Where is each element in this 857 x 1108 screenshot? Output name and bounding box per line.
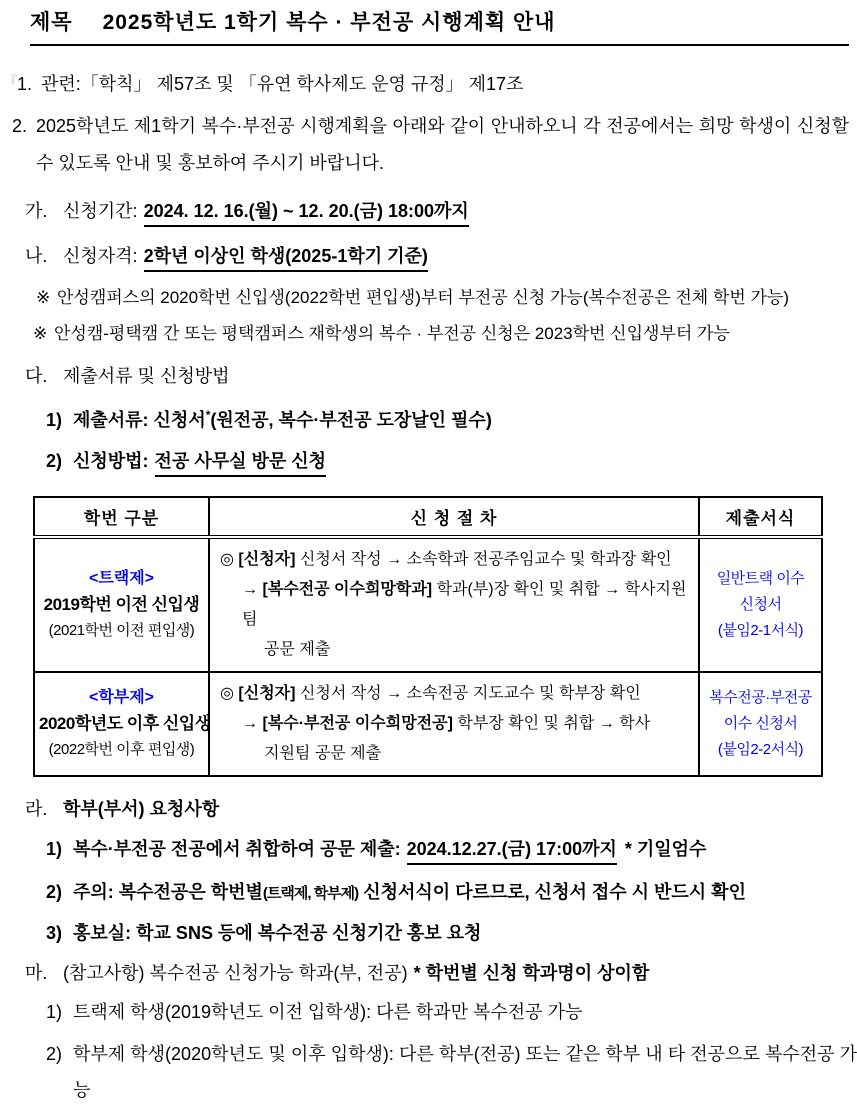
arrow-icon: → xyxy=(242,715,258,732)
form-name-line: 복수전공·부전공 xyxy=(709,689,812,706)
submission-deadline-value: 2024.12.27.(금) 17:00까지 xyxy=(407,837,617,865)
deadline-strict-note: * 기일엄수 xyxy=(624,839,707,859)
category-tag: <학부제> xyxy=(88,689,155,706)
required-documents-post: (원전공, 복수·부전공 도장날인 필수) xyxy=(210,410,492,430)
related-rules-line xyxy=(4,72,847,97)
item-number: 2) xyxy=(46,451,63,471)
title-label: 제목 xyxy=(30,11,73,34)
double-circle-mark: ◎ xyxy=(220,685,234,702)
category-name: 2019학번 이전 신입생 xyxy=(43,595,200,614)
item-number: 1) xyxy=(46,839,63,859)
procedure-text: 학사 xyxy=(619,715,651,732)
item-number: 2. xyxy=(12,116,28,136)
procedure-text: 소속전공 지도교수 및 학부장 확인 xyxy=(406,685,641,702)
procedure-text: 지원팀 공문 제출 xyxy=(264,745,382,762)
procedure-line-3 xyxy=(220,739,694,769)
document-page xyxy=(0,6,857,1100)
procedure-cell xyxy=(209,672,699,776)
item-number: 1) xyxy=(46,410,63,430)
form-cell xyxy=(699,672,822,776)
double-circle-mark: ◎ xyxy=(220,551,234,568)
table-header-row xyxy=(34,497,822,537)
arrow-icon: → xyxy=(242,581,258,598)
item-number: 2) xyxy=(46,1044,63,1064)
arrow-icon: → xyxy=(598,715,615,732)
form-name-line: 이수 신청서 xyxy=(723,715,798,732)
procedure-line-1 xyxy=(220,545,694,575)
note-anseong-campus xyxy=(36,283,857,312)
reference-pre: (참고사항) 복수전공 신청가능 학과(부, 전공) xyxy=(63,963,408,983)
submission-deadline-line xyxy=(46,837,857,865)
applicant-label: [신청자] xyxy=(238,551,296,568)
procedure-text: 신청서 작성 xyxy=(299,685,382,702)
procedure-line-1 xyxy=(220,679,694,709)
document-title-row xyxy=(30,6,849,46)
announcement-paragraph xyxy=(12,108,849,182)
item-number: 1. xyxy=(17,74,33,94)
application-period-value: 2024. 12. 16.(월) ~ 12. 20.(금) 18:00까지 xyxy=(144,199,469,227)
applicant-label: [신청자] xyxy=(238,685,296,702)
procedure-text: 공문 제출 xyxy=(264,641,331,658)
application-period-line xyxy=(25,199,857,227)
caution-paren: (트랙제, 학부제) xyxy=(262,885,359,902)
item-number: 마. xyxy=(25,963,48,983)
item-number: 2) xyxy=(46,882,63,902)
arrow-icon: → xyxy=(386,551,403,568)
column-header-student-id: 학번 구분 xyxy=(34,497,209,537)
form-attachment-line: (붙임2-1서식) xyxy=(717,622,804,639)
page-title: 2025학년도 1학기 복수 · 부전공 시행계획 안내 xyxy=(102,11,556,34)
procedure-line-2 xyxy=(220,575,694,635)
application-period-label: 신청기간: xyxy=(63,201,138,221)
eligibility-label: 신청자격: xyxy=(63,246,138,266)
required-documents-line xyxy=(46,403,857,433)
application-method-value: 전공 사무실 방문 신청 xyxy=(155,449,327,477)
procedure-line-2 xyxy=(220,709,694,739)
reference-mark-icon: ※ xyxy=(36,288,51,307)
form-name-line: 신청서 xyxy=(739,596,782,613)
item-number: 다. xyxy=(25,366,48,386)
note-pyeongtaek-text: 안성캠-평택캠 간 또는 평택캠퍼스 재학생의 복수 · 부전공 신청은 2023학번 신입생부터 가능 xyxy=(54,324,730,343)
caution-line xyxy=(46,880,857,906)
procedure-cell xyxy=(209,537,699,672)
item-number: 3) xyxy=(46,923,63,943)
application-method-label: 신청방법: xyxy=(73,451,149,471)
table-row-faculty-system xyxy=(34,672,822,776)
form-attachment-line: (붙임2-2서식) xyxy=(717,741,804,758)
category-subtext: (2022학번 이후 편입생) xyxy=(48,741,195,758)
track-system-note-line xyxy=(46,1000,857,1025)
announcement-text: 2025학년도 제1학기 복수·부전공 시행계획을 아래와 같이 안내하오니 각 전공에서는 희망 학생이 신청할 수 있도록 안내 및 홍보하여 주시기 바랍니다. xyxy=(36,116,849,173)
track-system-note-text: 트랙제 학생(2019학년도 이전 입학생): 다른 학과만 복수전공 가능 xyxy=(73,1002,583,1022)
quote-mark: 『 xyxy=(4,74,18,89)
eligibility-value: 2학년 이상인 학생(2025-1학기 기준) xyxy=(144,244,428,272)
pr-office-text: 홍보실: 학교 SNS 등에 복수전공 신청기간 홍보 요청 xyxy=(73,923,482,943)
procedure-text: 학사지원팀 xyxy=(242,581,687,628)
eligibility-line xyxy=(25,244,857,272)
item-number: 나. xyxy=(25,246,48,266)
caution-post: 신청서식이 다르므로, 신청서 접수 시 반드시 확인 xyxy=(363,882,746,902)
category-cell xyxy=(34,537,209,672)
category-name: 2020학년도 이후 신입생 xyxy=(39,714,211,733)
application-procedure-table xyxy=(33,496,823,777)
submission-deadline-pre: 복수·부전공 전공에서 취합하여 공문 제출: xyxy=(73,839,401,859)
category-tag: <트랙제> xyxy=(88,570,155,587)
note-anseong-text: 안성캠퍼스의 2020학번 신입생(2022학번 편입생)부터 부전공 신청 가능(복수전공은 전체 학번 가능) xyxy=(57,288,789,307)
arrow-icon: → xyxy=(386,685,403,702)
item-number: 가. xyxy=(25,201,48,221)
table-row-track-system xyxy=(34,537,822,672)
procedure-text: 소속학과 전공주임교수 및 학과장 확인 xyxy=(406,551,672,568)
category-cell xyxy=(34,672,209,776)
category-subtext: (2021학번 이전 편입생) xyxy=(48,622,195,639)
reference-heading xyxy=(25,961,857,986)
procedure-line-3 xyxy=(220,635,694,665)
reference-bold-note: * 학번별 신청 학과명이 상이함 xyxy=(413,963,650,983)
target-dept-label: [복수·부전공 이수희망전공] xyxy=(262,715,453,732)
item-number: 라. xyxy=(25,799,48,819)
form-cell xyxy=(699,537,822,672)
documents-methods-heading xyxy=(25,364,857,389)
faculty-system-note-text: 학부제 학생(2020학년도 및 이후 입학생): 다른 학부(전공) 또는 같은 학부 내 타 전공으로 복수전공 가능 xyxy=(73,1044,857,1100)
caution-pre: 주의: 복수전공은 학번별 xyxy=(73,882,263,902)
target-dept-label: [복수전공 이수희망학과] xyxy=(262,581,433,598)
procedure-text: 신청서 작성 xyxy=(299,551,382,568)
reference-mark-icon: ※ xyxy=(33,324,48,343)
column-header-form: 제출서식 xyxy=(699,497,822,537)
documents-methods-text: 제출서류 및 신청방법 xyxy=(63,366,230,386)
procedure-text: 학과(부)장 확인 및 취합 xyxy=(436,581,600,598)
note-pyeongtaek-campus xyxy=(33,319,857,348)
form-name-line: 일반트랙 이수 xyxy=(716,570,805,587)
dept-requests-heading xyxy=(25,797,857,822)
procedure-text: 학부장 확인 및 취합 xyxy=(457,715,595,732)
pr-office-line xyxy=(46,921,857,946)
asterisk-mark: * xyxy=(205,408,211,422)
required-documents-text xyxy=(73,403,492,433)
faculty-system-note-line xyxy=(46,1036,857,1108)
related-rules-text: 관련:「학칙」 제57조 및 「유연 학사제도 운영 규정」 제17조 xyxy=(41,74,524,94)
arrow-icon: → xyxy=(604,581,621,598)
column-header-procedure: 신 청 절 차 xyxy=(209,497,699,537)
item-number: 1) xyxy=(46,1002,63,1022)
application-method-line xyxy=(46,449,857,477)
required-documents-pre: 제출서류: 신청서 xyxy=(73,410,206,430)
caution-text xyxy=(73,880,746,906)
dept-requests-text: 학부(부서) 요청사항 xyxy=(63,799,220,819)
